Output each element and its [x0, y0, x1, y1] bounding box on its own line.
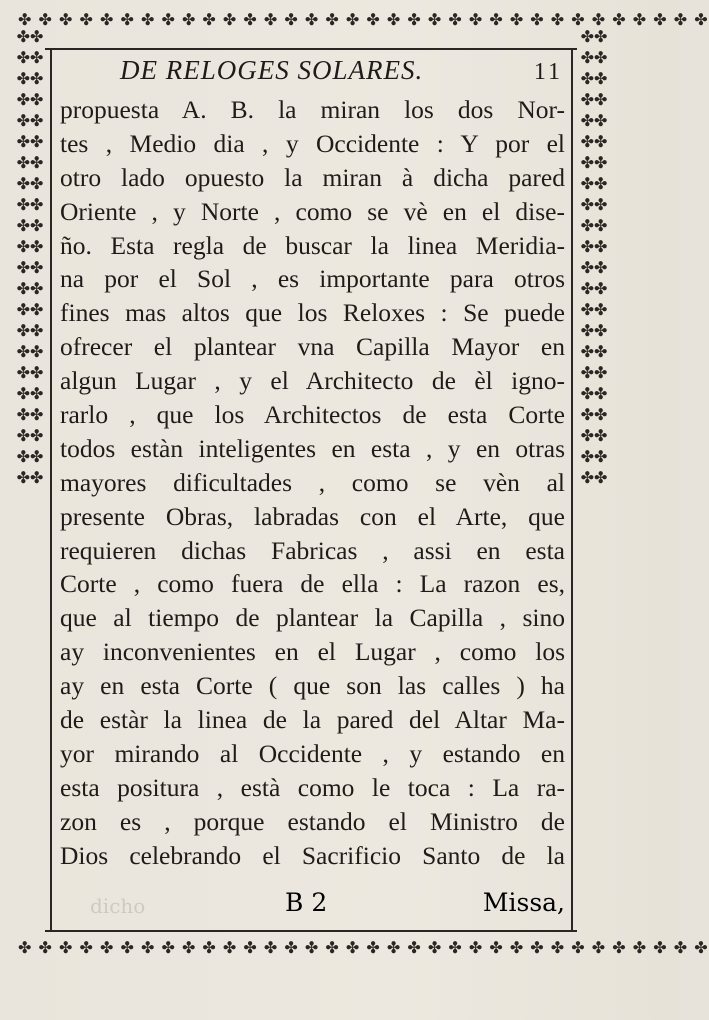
text-line: requieren dichas Fabricas , assi en esta — [60, 535, 565, 565]
text-line: rarlo , que los Architectos de esta Corte — [60, 400, 565, 430]
fleuron-border-bottom-icon: ✤ ✤ ✤ ✤ ✤ ✤ ✤ ✤ ✤ ✤ ✤ ✤ ✤ ✤ ✤ ✤ ✤ ✤ ✤ ✤ ✤ ✤ ✤ ✤ ✤ ✤ ✤ ✤ ✤ ✤ ✤ ✤ ✤ ✤ — [18, 938, 709, 957]
rule-bottom — [45, 930, 577, 932]
catchword: Missa, — [482, 888, 565, 917]
fleuron-border-left-icon: ✤✤✤✤✤✤✤✤✤✤✤✤✤✤✤✤✤✤✤✤✤✤✤✤✤✤✤✤✤✤✤✤✤✤✤✤✤✤✤✤✤✤✤✤ — [16, 27, 44, 487]
text-line: otro lado opuesto la miran à dicha pared — [60, 162, 565, 192]
text-line: ay inconvenientes en el Lugar , como los — [60, 637, 565, 667]
running-title: DE RELOGES SOLARES. — [120, 55, 424, 85]
bleed-through-text: dicho — [90, 894, 146, 918]
text-line: na por el Sol , es importante para otros — [60, 264, 565, 294]
text-line: zon es , porque estando el Ministro de — [60, 806, 565, 836]
text-line: Oriente , y Norte , como se vè en el dise- — [60, 196, 565, 226]
signature-mark: B 2 — [285, 888, 328, 917]
page-header — [60, 55, 565, 93]
text-line: Corte , como fuera de ella : La razon es, — [60, 569, 565, 599]
rule-top — [45, 48, 577, 50]
text-line: propuesta A. B. la miran los dos Nor- — [60, 95, 565, 124]
text-line: algun Lugar , y el Architecto de èl igno- — [60, 366, 565, 396]
text-line: que al tiempo de plantear la Capilla , sino — [60, 603, 565, 633]
rule-right — [571, 48, 573, 932]
text-line: Dios celebrando el Sacrificio Santo de la — [60, 840, 565, 870]
text-line: mayores dificultades , como se vèn al — [60, 467, 565, 497]
text-line: de estàr la linea de la pared del Altar Ma- — [60, 705, 565, 735]
page-footer — [60, 888, 565, 924]
fleuron-border-right-icon: ✤✤✤✤✤✤✤✤✤✤✤✤✤✤✤✤✤✤✤✤✤✤✤✤✤✤✤✤✤✤✤✤✤✤✤✤✤✤✤✤✤✤✤✤ — [580, 27, 608, 487]
rule-left — [50, 48, 52, 932]
text-line: esta positura , està como le toca : La ra- — [60, 772, 565, 802]
text-line: todos estàn inteligentes en esta , y en otras — [60, 433, 565, 463]
text-line: ofrecer el plantear vna Capilla Mayor en — [60, 332, 565, 362]
text-block — [60, 55, 565, 872]
text-line: fines mas altos que los Reloxes : Se puede — [60, 298, 565, 328]
fleuron-border-top-icon: ✤ ✤ ✤ ✤ ✤ ✤ ✤ ✤ ✤ ✤ ✤ ✤ ✤ ✤ ✤ ✤ ✤ ✤ ✤ ✤ ✤ ✤ ✤ ✤ ✤ ✤ ✤ ✤ ✤ ✤ ✤ ✤ ✤ ✤ — [18, 10, 709, 29]
text-line: ño. Esta regla de buscar la linea Meridia- — [60, 230, 565, 260]
page-number: 11 — [533, 59, 563, 85]
text-line: yor mirando al Occidente , y estando en — [60, 738, 565, 768]
text-line: presente Obras, labradas con el Arte, que — [60, 501, 565, 531]
text-line: tes , Medio dia , y Occidente : Y por el — [60, 128, 565, 158]
text-line: ay en esta Corte ( que son las calles ) ha — [60, 671, 565, 701]
